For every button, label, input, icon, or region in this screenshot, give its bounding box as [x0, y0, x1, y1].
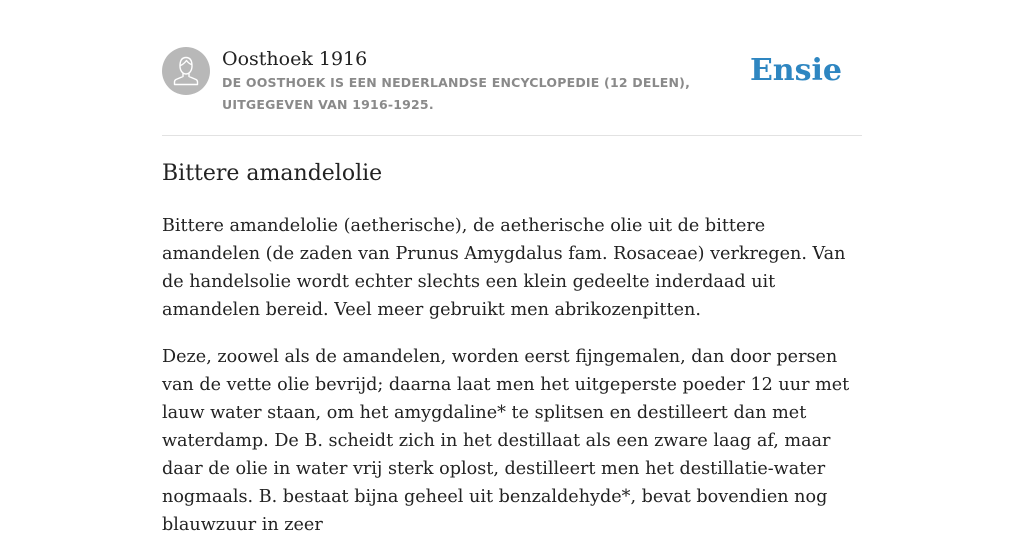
- avatar[interactable]: [162, 47, 210, 95]
- source-header: [162, 45, 862, 135]
- article-body: [162, 212, 862, 558]
- ensie-logo-link[interactable]: Ensie: [749, 53, 842, 88]
- source-description: DE OOSTHOEK IS EEN NEDERLANDSE ENCYCLOPEDIE (12 DELEN), UITGEGEVEN VAN 1916-1925.: [222, 75, 691, 112]
- user-silhouette-icon: [162, 47, 210, 95]
- article-paragraph: Deze, zoowel als de amandelen, worden eerst fijngemalen, dan door persen van de vette olie bevrijd; daarna laat men het uitgeperste poeder 12 uur met lauw water staan, om het amygdaline* te splitsen en destilleert dan met waterdamp. De B. scheidt zich in het destillaat als een zware laag af, maar daar de olie in water vrij sterk oplost, destilleert men het destillatie-water nogmaals. B. bestaat bijna geheel uit benzaldehyde*, bevat bovendien nog blauwzuur in zeer: [162, 347, 850, 535]
- article-title: Bittere amandelolie: [162, 161, 383, 186]
- header-divider: [162, 135, 862, 136]
- article-paragraph: Bittere amandelolie (aetherische), de aetherische olie uit de bittere amandelen (de zaden van Prunus Amygdalus fam. Rosaceae) verkregen. Van de handelsolie wordt echter slechts een klein gedeelte inderdaad uit amandelen bereid. Veel meer gebruikt men abrikozenpitten.: [162, 216, 846, 320]
- source-name[interactable]: Oosthoek 1916: [222, 48, 368, 70]
